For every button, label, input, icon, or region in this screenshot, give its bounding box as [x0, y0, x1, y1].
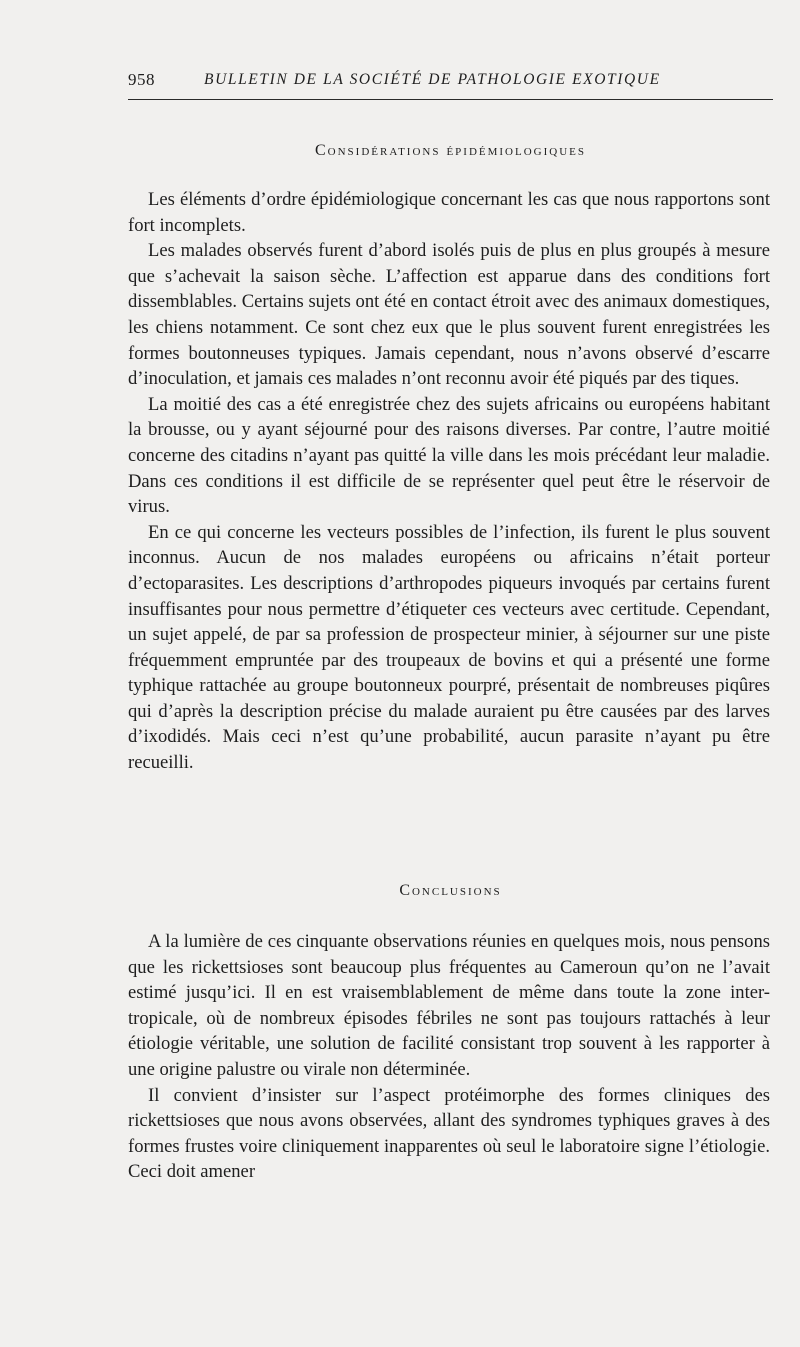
paragraph: A la lumière de ces cinquante observations réunies en quelques mois, nous pensons que les rickettsioses sont beaucoup plus fréquentes au Cameroun qu’on ne l’avait estimé jusqu’ici. Il en est vraisemblablement de même dans toute la zone inter-tropicale, où de nombreux épisodes fébriles ne sont pas toujours rattachés à leur étiologie véritable, une solution de facilité consistant trop souvent à les rapporter à une origine palustre ou virale non déterminée.	[128, 931, 770, 1080]
section-body-conclusions	[128, 929, 770, 1185]
section-body-epidemiology	[128, 187, 770, 776]
section-heading-conclusions: Conclusions	[399, 882, 502, 899]
paragraph: En ce qui concerne les vecteurs possibles de l’infection, ils furent le plus souvent inconnus. Aucun de nos malades européens ou africains n’était porteur d’ectoparasites. Les descriptions d’arthropodes piqueurs invoqués par certains furent insuffisantes pour nous permettre d’étiqueter ces vecteurs avec certitude. Cependant, un sujet appelé, de par sa profession de prospecteur minier, à séjourner sur une piste fréquemment empruntée par des troupeaux de bovins et qui a présenté une forme typhique rattachée au groupe boutonneux pourpré, présentait de nombreuses piqûres qui d’après la description précise du malade auraient pu être causées par des larves d’ixodidés. Mais ceci n’est qu’une probabilité, aucun parasite n’ayant pu être recueilli.	[128, 521, 770, 774]
page-number: 958	[128, 70, 155, 89]
page-header	[128, 70, 773, 94]
section-heading-epidemiology: Considérations épidémiologiques	[315, 142, 586, 159]
running-title: BULLETIN DE LA SOCIÉTÉ DE PATHOLOGIE EXOTIQUE	[204, 71, 661, 88]
paragraph: Les malades observés furent d’abord isolés puis de plus en plus groupés à mesure que s’achevait la saison sèche. L’affection est apparue dans des conditions fort dissemblables. Certains sujets ont été en contact étroit avec des animaux domestiques, les chiens notamment. Ce sont chez eux que le plus souvent furent enregistrées les formes boutonneuses typiques. Jamais cependant, nous n’avons observé d’escarre d’inoculation, et jamais ces malades n’ont reconnu avoir été piqués par des tiques.	[128, 240, 770, 390]
paragraph: Il convient d’insister sur l’aspect protéimorphe des formes cliniques des rickettsioses que nous avons observées, allant des syndromes typhiques graves à des formes frustes voire cliniquement inapparentes où seul le laboratoire signe l’étiologie. Ceci doit amener	[128, 1084, 770, 1183]
paragraph: La moitié des cas a été enregistrée chez des sujets africains ou européens habitant la brousse, ou y ayant séjourné pour des raisons diverses. Par contre, l’autre moitié concerne des citadins n’ayant pas quitté la ville dans les mois précédant leur maladie. Dans ces conditions il est difficile de se représenter quel peut être le réservoir de virus.	[128, 393, 770, 518]
paragraph: Les éléments d’ordre épidémiologique concernant les cas que nous rapportons sont fort incomplets.	[128, 189, 770, 236]
header-rule	[128, 99, 773, 100]
